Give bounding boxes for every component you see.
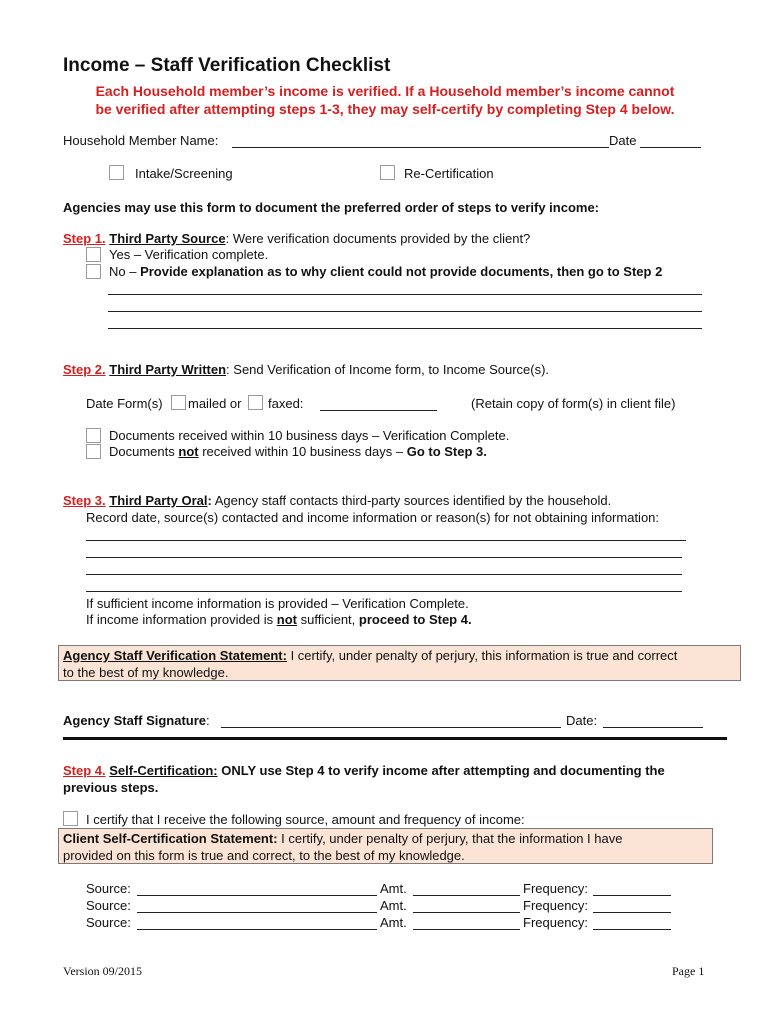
signature-date-field[interactable] — [603, 727, 703, 728]
client-statement-box — [58, 828, 713, 864]
source-field[interactable] — [137, 895, 377, 896]
step1-heading — [63, 231, 530, 247]
source-label: Source: — [86, 898, 131, 913]
step2-go-step3: Go to Step 3. — [406, 444, 487, 459]
amt-field[interactable] — [413, 929, 520, 930]
client-statement-text: I certify, under penalty of perjury, that the information I have — [277, 831, 623, 846]
frequency-label: Frequency: — [523, 915, 589, 930]
agency-statement-box — [58, 645, 741, 681]
step2-not-received-text: Documents — [109, 444, 179, 459]
subtitle-line-1: Each Household member’s income is verified. If a Household member’s income cannot — [95, 83, 675, 99]
household-date-field[interactable] — [640, 147, 701, 148]
step4-number: Step 4. — [63, 763, 106, 778]
step2-date-forms-label: Date Form(s) — [86, 396, 163, 411]
signature-label: Agency Staff Signature — [63, 713, 207, 728]
step2-not-received-checkbox[interactable] — [86, 444, 101, 459]
client-statement-label: Client Self-Certification Statement: — [63, 831, 278, 846]
frequency-field[interactable] — [593, 912, 671, 913]
subtitle-line-2: be verified after attempting steps 1-3, they may self-certify by completing Step 4 below. — [95, 101, 675, 117]
step3-sufficient-note: If sufficient income information is provided – Verification Complete. — [86, 596, 469, 611]
section-divider — [63, 737, 727, 740]
step2-faxed-checkbox[interactable] — [248, 395, 263, 410]
step3-insufficient-note — [86, 612, 472, 628]
step1-question: Were verification documents provided by the client? — [232, 231, 531, 246]
step1-no-label — [109, 264, 662, 280]
step3-number: Step 3. — [63, 493, 106, 508]
step2-text: Send Verification of Income form, to Income Source(s). — [233, 362, 550, 377]
household-date-label: Date — [609, 133, 637, 148]
step3-heading — [63, 493, 611, 509]
agency-statement-text-2: to the best of my knowledge. — [63, 665, 229, 680]
step3-proceed: proceed to Step 4. — [358, 612, 472, 627]
step2-name: Third Party Written — [109, 362, 227, 377]
step1-explanation-line[interactable] — [108, 311, 702, 312]
step1-name: Third Party Source — [109, 231, 226, 246]
step2-retain-note: (Retain copy of form(s) in client file) — [471, 396, 676, 411]
signature-field[interactable] — [221, 727, 561, 728]
step1-yes-label: Yes – Verification complete. — [109, 247, 269, 262]
page-title: Income – Staff Verification Checklist — [63, 55, 391, 76]
step2-colon: : — [226, 362, 230, 377]
step2-faxed-label: faxed: — [268, 396, 304, 411]
step2-not-received-text-b: received within 10 business days – — [198, 444, 407, 459]
source-field[interactable] — [137, 929, 377, 930]
frequency-label: Frequency: — [523, 898, 589, 913]
client-statement-text-2: provided on this form is true and correct, to the best of my knowledge. — [63, 848, 465, 863]
step1-explanation-line[interactable] — [108, 328, 702, 329]
step2-mailed-checkbox[interactable] — [171, 395, 186, 410]
signature-colon: : — [206, 713, 210, 728]
step4-text-2: previous steps. — [63, 780, 159, 795]
step3-record-line[interactable] — [86, 574, 682, 575]
step1-number: Step 1. — [63, 231, 106, 246]
step4-certify-checkbox[interactable] — [63, 811, 78, 826]
source-label: Source: — [86, 915, 131, 930]
recert-label: Re-Certification — [404, 166, 494, 181]
step1-no-checkbox[interactable] — [86, 264, 101, 279]
agencies-note: Agencies may use this form to document the preferred order of steps to verify income: — [63, 200, 600, 215]
amt-field[interactable] — [413, 895, 520, 896]
household-name-field[interactable] — [232, 147, 609, 148]
step2-received-label: Documents received within 10 business days – Verification Complete. — [109, 428, 510, 443]
signature-date-label: Date: — [566, 713, 598, 728]
source-label: Source: — [86, 881, 131, 896]
frequency-field[interactable] — [593, 895, 671, 896]
intake-label: Intake/Screening — [135, 166, 233, 181]
step2-number: Step 2. — [63, 362, 106, 377]
step2-heading — [63, 362, 549, 378]
amt-label: Amt. — [380, 881, 407, 896]
step1-yes-checkbox[interactable] — [86, 247, 101, 262]
recert-checkbox[interactable] — [380, 165, 395, 180]
step3-insufficient-text: If income information provided is — [86, 612, 277, 627]
step3-insufficient-text-b: sufficient, — [296, 612, 359, 627]
step3-text: Agency staff contacts third-party sources identified by the household. — [214, 493, 612, 508]
step4-certify-label: I certify that I receive the following source, amount and frequency of income: — [86, 812, 525, 827]
signature-row — [63, 713, 210, 729]
step3-not-word: not — [276, 612, 297, 627]
step1-no-prefix: No – — [109, 264, 141, 279]
step4-heading — [63, 763, 665, 779]
step2-not-word: not — [178, 444, 199, 459]
step2-not-received-label — [109, 444, 487, 460]
frequency-field[interactable] — [593, 929, 671, 930]
footer-version: Version 09/2015 — [63, 964, 142, 978]
step1-explanation-line[interactable] — [108, 294, 702, 295]
frequency-label: Frequency: — [523, 881, 589, 896]
amt-field[interactable] — [413, 912, 520, 913]
step3-record-instruction: Record date, source(s) contacted and income information or reason(s) for not obtaining information: — [86, 510, 660, 525]
step1-no-instruction: Provide explanation as to why client could not provide documents, then go to Step 2 — [140, 264, 663, 279]
source-field[interactable] — [137, 912, 377, 913]
step2-date-field[interactable] — [320, 410, 437, 411]
step3-name: Third Party Oral — [109, 493, 208, 508]
agency-statement-text: I certify, under penalty of perjury, this information is true and correct — [286, 648, 678, 663]
household-name-label: Household Member Name: — [63, 133, 219, 148]
step2-mailed-label: mailed or — [188, 396, 242, 411]
intake-checkbox[interactable] — [109, 165, 124, 180]
footer-page-number: Page 1 — [672, 964, 705, 978]
step4-name: Self-Certification: — [109, 763, 218, 778]
amt-label: Amt. — [380, 915, 407, 930]
step3-record-line[interactable] — [86, 591, 682, 592]
agency-statement-label: Agency Staff Verification Statement: — [63, 648, 287, 663]
step3-record-line[interactable] — [86, 557, 682, 558]
step3-record-line[interactable] — [86, 540, 686, 541]
step3-colon: : — [207, 493, 212, 508]
step4-text: ONLY use Step 4 to verify income after attempting and documenting the — [217, 763, 665, 778]
step2-received-checkbox[interactable] — [86, 428, 101, 443]
step1-colon: : — [225, 231, 230, 246]
amt-label: Amt. — [380, 898, 407, 913]
